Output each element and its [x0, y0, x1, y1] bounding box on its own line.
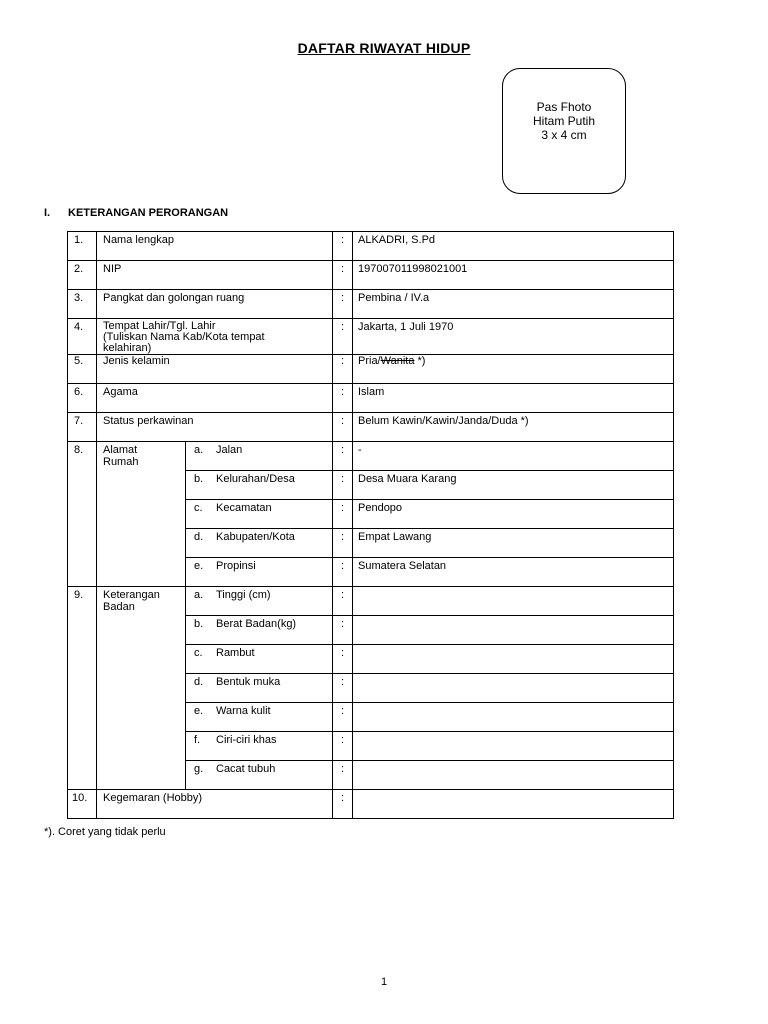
row-label: NIP: [97, 261, 333, 290]
row-colon: :: [333, 645, 353, 674]
gender-footnote-mark: *): [414, 355, 426, 367]
page-number: 1: [380, 976, 388, 988]
row-value: [353, 674, 674, 703]
table-row: [68, 290, 674, 319]
row-colon: :: [333, 319, 353, 355]
row-number: 1.: [68, 232, 97, 261]
row-value: Jakarta, 1 Juli 1970: [353, 319, 674, 355]
row-sub-label: a. Jalan: [186, 442, 333, 471]
row-sub-label: b. Kelurahan/Desa: [186, 471, 333, 500]
row-colon: :: [333, 261, 353, 290]
photo-caption-line-2: Hitam Putih: [532, 114, 596, 128]
row-value: [353, 761, 674, 790]
row-value: Sumatera Selatan: [353, 558, 674, 587]
row-colon: :: [333, 790, 353, 819]
row-value: Desa Muara Karang: [353, 471, 674, 500]
table-row: [68, 384, 674, 413]
table-row: [68, 355, 674, 384]
row-number: 10.: [68, 790, 97, 819]
row-colon: :: [333, 471, 353, 500]
row-colon: :: [333, 413, 353, 442]
row-number: 6.: [68, 384, 97, 413]
row-value: Belum Kawin/Kawin/Janda/Duda *): [353, 413, 674, 442]
table-row: [68, 790, 674, 819]
photo-caption-line-1: Pas Fhoto: [536, 100, 592, 114]
row-colon: :: [333, 384, 353, 413]
row-colon: :: [333, 732, 353, 761]
row-label-line: kelahiran): [103, 342, 152, 354]
row-value: ALKADRI, S.Pd: [353, 232, 674, 261]
row-value: [353, 355, 674, 384]
row-label: Jenis kelamin: [97, 355, 333, 384]
row-colon: :: [333, 232, 353, 261]
row-sub-label: a. Tinggi (cm): [186, 587, 333, 616]
table-row: [68, 319, 674, 355]
table-row: [68, 442, 674, 471]
row-number: 8.: [68, 442, 97, 587]
photo-caption-line-3: 3 x 4 cm: [541, 128, 587, 142]
row-colon: :: [333, 290, 353, 319]
table-row: [68, 232, 674, 261]
row-value: [353, 703, 674, 732]
row-sub-label: f. Ciri-ciri khas: [186, 732, 333, 761]
row-sub-label: g. Cacat tubuh: [186, 761, 333, 790]
personal-info-table: [67, 231, 674, 819]
footnote: *). Coret yang tidak perlu: [44, 826, 166, 838]
row-value: [353, 587, 674, 616]
row-colon: :: [333, 442, 353, 471]
row-value: [353, 645, 674, 674]
row-value: Pembina / IV.a: [353, 290, 674, 319]
row-label: Pangkat dan golongan ruang: [97, 290, 333, 319]
section-heading: [44, 207, 228, 219]
row-colon: :: [333, 558, 353, 587]
row-sub-label: e. Warna kulit: [186, 703, 333, 732]
row-sub-label: b. Berat Badan(kg): [186, 616, 333, 645]
row-number: 7.: [68, 413, 97, 442]
table-row: [68, 261, 674, 290]
photo-placeholder-box: [502, 68, 626, 194]
row-colon: :: [333, 529, 353, 558]
row-label: Kegemaran (Hobby): [97, 790, 333, 819]
row-number: 2.: [68, 261, 97, 290]
document-title-text: DAFTAR RIWAYAT HIDUP: [297, 40, 471, 56]
section-label: KETERANGAN PERORANGAN: [68, 207, 229, 219]
row-colon: :: [333, 761, 353, 790]
row-colon: :: [333, 355, 353, 384]
row-label: Status perkawinan: [97, 413, 333, 442]
row-number: 4.: [68, 319, 97, 355]
row-number: 5.: [68, 355, 97, 384]
row-colon: :: [333, 500, 353, 529]
row-label-line: (Tuliskan Nama Kab/Kota tempat: [103, 331, 265, 343]
row-value: [353, 790, 674, 819]
row-sub-label: c. Kecamatan: [186, 500, 333, 529]
row-colon: :: [333, 674, 353, 703]
row-number: 9.: [68, 587, 97, 790]
document-title: [0, 40, 768, 56]
row-group-label: Keterangan Badan: [97, 587, 186, 790]
row-value: 197007011998021001: [353, 261, 674, 290]
row-value: [353, 732, 674, 761]
gender-option-wanita-struck: Wanita: [380, 355, 415, 367]
row-number: 3.: [68, 290, 97, 319]
row-value: Pendopo: [353, 500, 674, 529]
row-label-line: Tempat Lahir/Tgl. Lahir: [103, 320, 216, 332]
row-sub-label: c. Rambut: [186, 645, 333, 674]
row-value: -: [353, 442, 674, 471]
section-number: I.: [44, 207, 51, 219]
row-sub-label: d. Bentuk muka: [186, 674, 333, 703]
row-label: Nama lengkap: [97, 232, 333, 261]
row-group-label: Alamat Rumah: [97, 442, 186, 587]
row-value: Empat Lawang: [353, 529, 674, 558]
row-sub-label: d. Kabupaten/Kota: [186, 529, 333, 558]
row-sub-label: e. Propinsi: [186, 558, 333, 587]
row-label: Agama: [97, 384, 333, 413]
row-label: [97, 319, 333, 355]
gender-option-pria: Pria/: [358, 355, 381, 367]
row-colon: :: [333, 616, 353, 645]
row-colon: :: [333, 587, 353, 616]
row-colon: :: [333, 703, 353, 732]
table-row: [68, 413, 674, 442]
row-value: Islam: [353, 384, 674, 413]
row-value: [353, 616, 674, 645]
table-row: [68, 587, 674, 616]
